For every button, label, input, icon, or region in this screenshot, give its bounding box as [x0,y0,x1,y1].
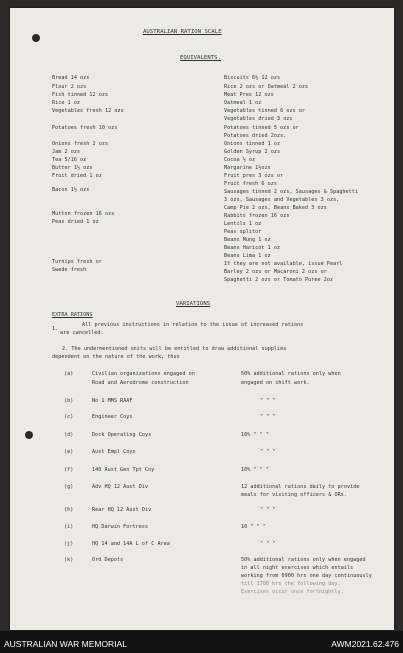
document-title: AUSTRALIAN RATION SCALE [143,29,222,35]
right-item: Biscuits 6½ 12 ozs [224,75,281,81]
left-item: Vegetables fresh 12 ozs [52,108,124,114]
unit-detail: " " " [260,449,276,455]
unit-detail: meals for visiting officers & ORs. [241,492,347,498]
right-item: Margarine 1½ozs [224,165,271,171]
right-item: Vegetables tinned 6 ozs or [224,108,306,114]
unit-letter: (d) [64,432,74,438]
left-item: Fruit dried 1 oz [52,173,102,179]
left-item: Flour 2 ozs [52,84,87,90]
unit-name: Civilian organizations engaged on [92,371,195,377]
left-item: Onions fresh 2 ozs [52,141,109,147]
para2-line: dependent on the nature of the work, thus [52,354,180,360]
unit-detail: 10% " " " [241,432,270,438]
left-item: Jam 2 ozs [52,149,81,155]
right-item: Potatoes tinned 5 ozs or [224,125,299,131]
unit-letter: (g) [64,484,74,490]
unit-name: No 1 MMS RAAF [92,398,133,404]
right-item: Potatoes dried 2ozs. [224,133,287,139]
right-item: Sausages tinned 2 ozs, Sausages & Spaghetti [224,189,359,195]
unit-letter: (h) [64,507,74,513]
right-item: Beans Haricot 1 oz [224,245,281,251]
right-item: Lentils 1 oz [224,221,262,227]
unit-name: Road and Aerodrome construction [92,380,189,386]
left-item: Potatoes fresh 10 ozs [52,125,118,131]
para2-line: 2. The undermentioned units will be entitled to draw additional supplies [62,346,287,352]
right-item: Rice 2 ozs or Oatmeal 2 ozs [224,84,309,90]
extra-rations-heading: EXTRA RATIONS [52,312,93,318]
unit-detail: " " " [260,398,276,404]
right-item: Spaghetti 2 ozs or Tomato Puree 2oz [224,277,334,283]
footer-source: AUSTRALIAN WAR MEMORIAL [4,639,127,649]
unit-name: Rear HQ 12 Aust Div [92,507,152,513]
unit-letter: (a) [64,371,74,377]
para1-number: 1. [52,326,59,332]
variations-heading: VARIATIONS [176,301,211,307]
left-item: Rice 1 oz [52,100,81,106]
right-item: Golden Syrup 2 ozs [224,149,281,155]
footer-reference: AWM2021.62.476 [331,639,399,649]
left-item: Butter 1½ ozs [52,165,93,171]
right-item: Vegetables dried 3 ozs [224,116,293,122]
unit-detail: " " " [260,414,276,420]
para1-line: are cancelled. [60,330,104,336]
unit-detail: 50% additional rations only when [241,371,341,377]
left-item: Mutton frozen 16 ozs [52,211,115,217]
unit-letter: (i) [64,524,74,530]
right-item: Barley 2 ozs or Macaroni 2 ozs or [224,269,327,275]
unit-name: HQ 14 and 14A L of C Area [92,541,170,547]
left-item: Bread 14 ozs [52,75,90,81]
unit-detail: 50% additional rations only when engaged [241,557,366,563]
unit-letter: (c) [64,414,74,420]
right-item: Cocoa ½ oz [224,157,256,163]
right-item: Onions tinned 1 oz [224,141,281,147]
unit-detail: 10% " " " [241,467,270,473]
unit-name: HQ Darwin Fortress [92,524,149,530]
para1-line: All previous instructions in relation to the issue of increased rations [82,322,304,328]
unit-detail: " " " [260,507,276,513]
left-item: Turnips fresh or [52,259,102,265]
unit-name: Adv HQ 12 Aust Div [92,484,149,490]
right-item: If they are not available, issue Pearl [224,261,343,267]
unit-letter: (f) [64,467,74,473]
left-item: Peas dried 1 oz [52,219,99,225]
unit-name: 140 Aust Gen Tpt Coy [92,467,155,473]
right-item: Beans Mung 1 oz [224,237,271,243]
unit-detail: 12 additional rations daily to provide [241,484,360,490]
unit-detail: Exercises occur once fortnightly. [241,589,344,595]
equivalents-heading: EQUIVALENTS. [180,55,222,61]
left-item: Swede fresh [52,267,87,273]
left-item: Fish tinned 12 ozs [52,92,109,98]
unit-detail: engaged on shift work. [241,380,310,386]
unit-letter: (e) [64,449,74,455]
right-item: Oatmeal 1 oz [224,100,262,106]
footer-bar [0,631,403,653]
document-page [10,8,394,630]
punch-hole [32,34,40,42]
unit-detail: in all night exercises which entails [241,565,354,571]
left-item: Tea 5/16 oz [52,157,87,163]
unit-detail: " " " [260,541,276,547]
unit-name: Aust Empl Coys [92,449,136,455]
right-item: Rabbits frozen 16 ozs [224,213,290,219]
right-item: Camp Pie 2 ozs, Beans Baked 3 ozs [224,205,327,211]
unit-detail: working from 0900 hrs one day continuously [241,573,372,579]
unit-name: Dock Operating Coys [92,432,152,438]
unit-letter: (b) [64,398,74,404]
unit-letter: (k) [64,557,74,563]
unit-detail: 10 " " " [241,524,266,530]
right-item: Meat Pres 12 ozs [224,92,274,98]
left-item: Bacon 1½ ozs [52,187,90,193]
unit-name: Ord Depots [92,557,124,563]
right-item: Peas splitor [224,229,262,235]
unit-letter: (j) [64,541,74,547]
right-item: Fruit pres 3 ozs or [224,173,284,179]
unit-name: Engineer Coys [92,414,133,420]
punch-hole [25,431,33,439]
unit-detail: till 1700 hrs the following day. [241,581,341,587]
right-item: Beans Lima 1 oz [224,253,271,259]
right-item: Fruit fresh 6 ozs [224,181,277,187]
right-item: 3 ozs, Sausages and Vegetables 3 ozs, [224,197,340,203]
